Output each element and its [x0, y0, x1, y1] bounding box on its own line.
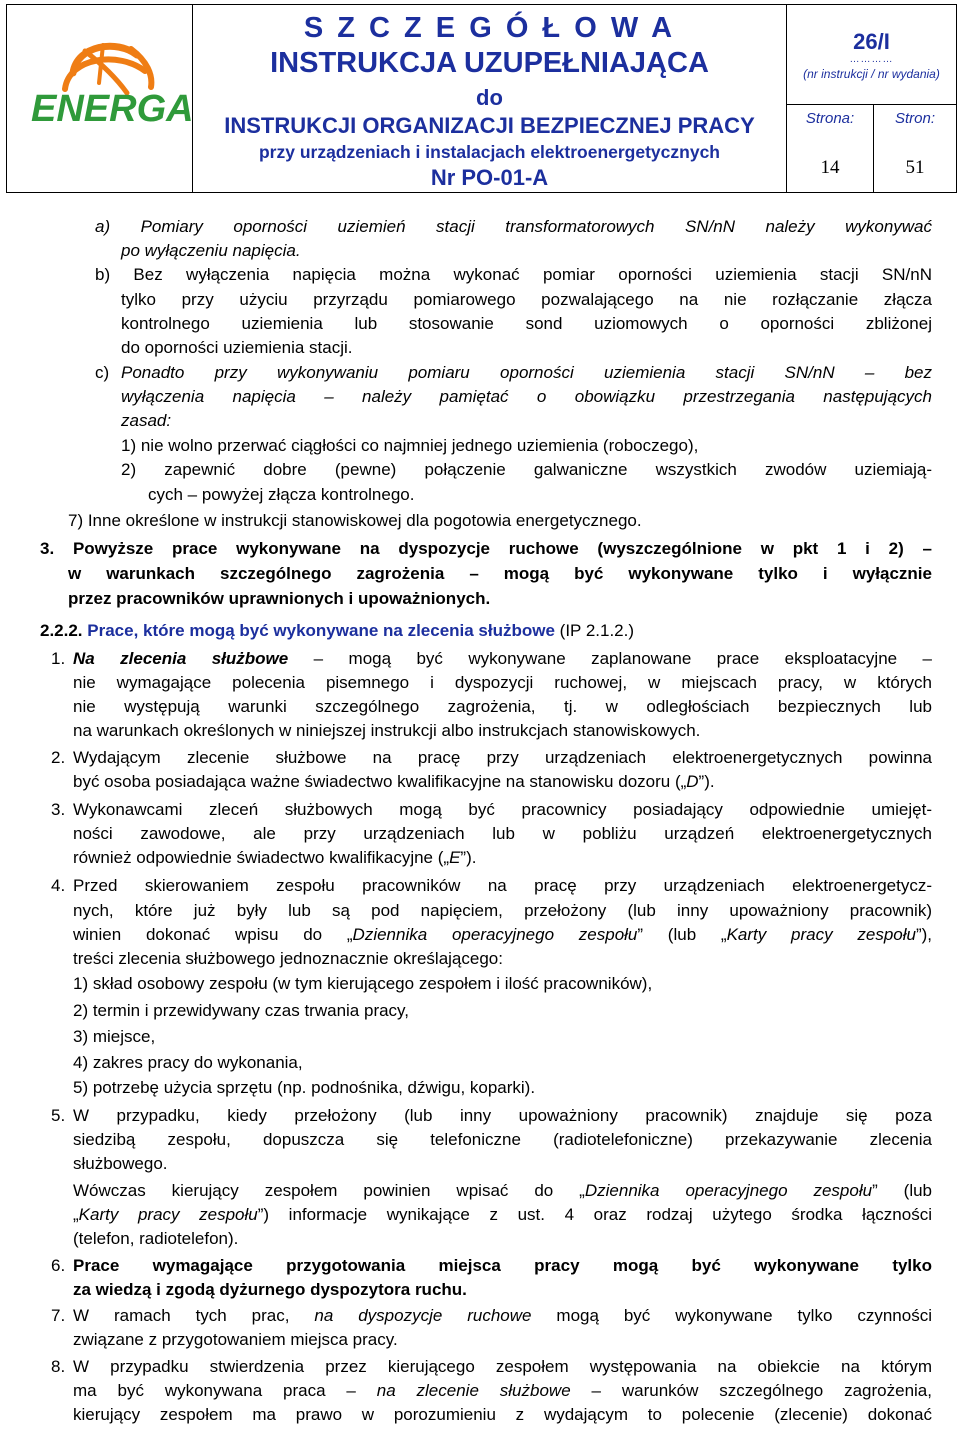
- body-text: ”),: [915, 925, 933, 944]
- page-number: 14: [820, 157, 840, 178]
- header-title-1: S Z C Z E G Ó Ł O W A: [303, 12, 676, 44]
- item-number: 2.: [51, 748, 66, 767]
- point-3-line: przez pracowników uprawnionych i upoważnionych.: [68, 589, 491, 608]
- item-7-line: [73, 1306, 932, 1326]
- emphasis-text: Karty pracy zespołu: [78, 1205, 258, 1224]
- item-c-label: c): [95, 363, 110, 382]
- body-text: winien dokonać wpisu do „: [73, 925, 353, 944]
- document-header: [6, 4, 957, 193]
- body-text: ma być wykonywana praca –: [73, 1381, 377, 1400]
- item-1-line: na warunkach określonych w niniejszej instrukcji albo instrukcjach stanowiskowych.: [73, 721, 701, 740]
- body-text: być osoba posiadająca ważne świadectwo kwalifikacyjne na stanowisku dozoru („: [73, 772, 687, 791]
- point-3-line: 3. Powyższe prace wykonywane na dyspozycje ruchowe (wyszczególnione w pkt 1 i 2) –: [40, 539, 932, 558]
- item-6-line: za wiedzą i zgodą dyżurnego dyspozytora ruchu.: [73, 1280, 467, 1299]
- item-8-line: W przypadku stwierdzenia przez kierującego zespołem występowania na obiekcie na którym: [73, 1357, 932, 1376]
- instruction-dots: …………: [849, 54, 894, 65]
- item-3-line: Wykonawcami zleceń służbowych mogą być pracownicy posiadający odpowiednie umiejęt-: [73, 800, 932, 819]
- item-c-subitem: 2) zapewnić dobre (pewne) połączenie galwaniczne wszystkich zwodów uziemiają-: [121, 460, 932, 479]
- item-4-subitem: 4) zakres pracy do wykonania,: [73, 1053, 303, 1072]
- item-b-line: do oporności uziemienia stacji.: [121, 338, 353, 357]
- header-title-6: Nr PO-01-A: [430, 165, 549, 190]
- item-8-line: [73, 1381, 932, 1401]
- emphasis-text: Dziennika operacyjnego zespołu: [352, 925, 638, 944]
- emphasis-text: na zlecenie służbowe: [376, 1381, 571, 1400]
- brand-wordmark: ENERGA: [31, 88, 192, 130]
- item-5-line: (telefon, radiotelefon).: [73, 1229, 239, 1248]
- emphasis-text: D: [686, 772, 699, 791]
- item-number: 3.: [51, 800, 66, 819]
- body-text: ” (lub: [872, 1181, 933, 1200]
- emphasis-text: na dyspozycje ruchowe: [314, 1306, 532, 1325]
- pages-label: Stron:: [894, 110, 936, 127]
- section-reference: (IP 2.1.2.): [554, 621, 635, 640]
- item-c-line: Ponadto przy wykonywaniu pomiaru oporności uziemienia stacji SN/nN – bez: [121, 363, 932, 382]
- body-text: Wówczas kierujący zespołem powinien wpisać do „: [73, 1181, 585, 1200]
- item-7-line: związane z przygotowaniem miejsca pracy.: [73, 1330, 398, 1349]
- item-number: 7.: [51, 1306, 66, 1325]
- emphasis-text: Dziennika operacyjnego zespołu: [584, 1181, 873, 1200]
- emphasis-text: Karty pracy zespołu: [726, 925, 916, 944]
- item-number: 4.: [51, 876, 66, 895]
- section-title: Prace, które mogą być wykonywane na zlecenia służbowe: [82, 621, 555, 640]
- instruction-number: 26/I: [853, 29, 890, 54]
- item-b-line: b) Bez wyłączenia napięcia można wykonać pomiar oporności uziemienia stacji SN/nN: [95, 265, 932, 284]
- body-text: – mogą być wykonywane zaplanowane prace eksploatacyjne –: [288, 649, 932, 668]
- item-4-subitem: 2) termin i przewidywany czas trwania pracy,: [73, 1001, 410, 1020]
- energa-logo: [7, 5, 192, 191]
- item-6-line: Prace wymagające przygotowania miejsca pracy mogą być wykonywane tylko: [73, 1256, 932, 1275]
- header-title-5: przy urządzeniach i instalacjach elektroenergetycznych: [258, 142, 720, 162]
- body-text: ” (lub „: [637, 925, 727, 944]
- item-8-line: kierujący zespołem ma prawo w porozumieniu z wydającym to polecenie (zlecenie) dokonać: [73, 1405, 932, 1424]
- item-3-line: ności zawodowe, ale przy urządzeniach lub w pobliżu urządzeń elektroenergetycznych: [73, 824, 932, 843]
- header-title-2: INSTRUKCJA UZUPEŁNIAJĄCA: [270, 47, 709, 79]
- body-text: ”) informacje wynikające z ust. 4 oraz rodzaj użytego środka łączności: [257, 1205, 932, 1224]
- section-number: 2.2.2.: [40, 621, 83, 640]
- divider: [786, 104, 956, 105]
- item-number: 6.: [51, 1256, 66, 1275]
- item-5-line: siedzibą zespołu, dopuszcza się telefoniczne (radiotelefoniczne) przekazywanie zlecenia: [73, 1130, 932, 1149]
- item-number: 8.: [51, 1357, 66, 1376]
- item-c-subitem: cych – powyżej złącza kontrolnego.: [148, 485, 415, 504]
- item-1-line: [73, 649, 932, 669]
- item-4-subitem: 3) miejsce,: [73, 1027, 156, 1046]
- page-count: 51: [905, 157, 925, 178]
- item-b-line: kontrolnego uziemienia lub stosowanie sond uziomowych o oporności zbliżonej: [121, 314, 932, 333]
- item-c-subitem: 1) nie wolno przerwać ciągłości co najmniej jednego uziemienia (roboczego),: [121, 436, 699, 455]
- page-label: Strona:: [805, 110, 855, 127]
- item-4-subitem: 5) potrzebę użycia sprzętu (np. podnośnika, dźwigu, koparki).: [73, 1078, 536, 1097]
- body-text: – warunków szczególnego zagrożenia,: [570, 1381, 932, 1400]
- item-number: 1.: [51, 649, 66, 668]
- emphasis-text: Na zlecenia służbowe: [73, 649, 289, 668]
- item-5-line: [73, 1181, 932, 1201]
- item-c-line: wyłączenia napięcia – należy pamiętać o obowiązku przestrzegania następujących: [121, 387, 932, 406]
- body-text: ”).: [698, 772, 715, 791]
- item-4-subitem: 1) skład osobowy zespołu (w tym kierującego zespołem i ilość pracowników),: [73, 974, 653, 993]
- item-2-line: Wydającym zlecenie służbowe na pracę przy urządzeniach elektroenergetycznych powinna: [73, 748, 932, 767]
- item-1-line: nie wymagające polecenia pisemnego i dyspozycji ruchowej, w miejscach pracy, w których: [73, 673, 932, 692]
- body-text: mogą być wykonywane tylko czynności: [531, 1306, 932, 1325]
- item-1-line: nie występują warunki szczególnego zagrożenia, tj. w odległościach bezpiecznych lub: [73, 697, 932, 716]
- item-b-line: tylko przy użyciu przyrządu pomiarowego pozwalającego na nie rozłączanie złącza: [121, 290, 932, 309]
- body-text: „: [73, 1205, 79, 1224]
- emphasis-text: E: [449, 848, 461, 867]
- item-a-line: po wyłączeniu napięcia.: [121, 241, 301, 260]
- item-number: 5.: [51, 1106, 66, 1125]
- item-5-line: służbowego.: [73, 1154, 168, 1173]
- item-5-line: W przypadku, kiedy przełożony (lub inny upoważniony pracownik) znajduje się poza: [73, 1106, 932, 1125]
- header-title-3: do: [476, 85, 503, 110]
- point-7: 7) Inne określone w instrukcji stanowiskowej dla pogotowia energetycznego.: [68, 511, 642, 530]
- body-text: ”).: [460, 848, 477, 867]
- item-4-line: Przed skierowaniem zespołu pracowników na pracę przy urządzeniach elektroenergetycz-: [73, 876, 932, 895]
- instruction-caption: (nr instrukcji / nr wydania): [803, 67, 940, 81]
- item-4-line: [73, 925, 932, 945]
- item-c-line: zasad:: [121, 411, 172, 430]
- body-text: również odpowiednie świadectwo kwalifikacyjne („: [73, 848, 450, 867]
- body-text: W ramach tych prac,: [73, 1306, 315, 1325]
- header-title-4: INSTRUKCJI ORGANIZACJI BEZPIECZNEJ PRACY: [224, 113, 755, 138]
- item-3-line: [73, 848, 476, 868]
- item-4-line: treści zlecenia służbowego jednoznacznie określającego:: [73, 949, 503, 968]
- item-2-line: [73, 772, 715, 792]
- item-4-line: nych, które już były lub są pod napięciem, przełożony (lub inny upoważniony pracownik): [73, 901, 932, 920]
- item-a-line: a) Pomiary oporności uziemień stacji transformatorowych SN/nN należy wykonywać: [95, 217, 932, 236]
- item-5-line: [73, 1205, 932, 1225]
- point-3-line: w warunkach szczególnego zagrożenia – mogą być wykonywane tylko i wyłącznie: [68, 564, 932, 583]
- section-heading: [40, 621, 634, 641]
